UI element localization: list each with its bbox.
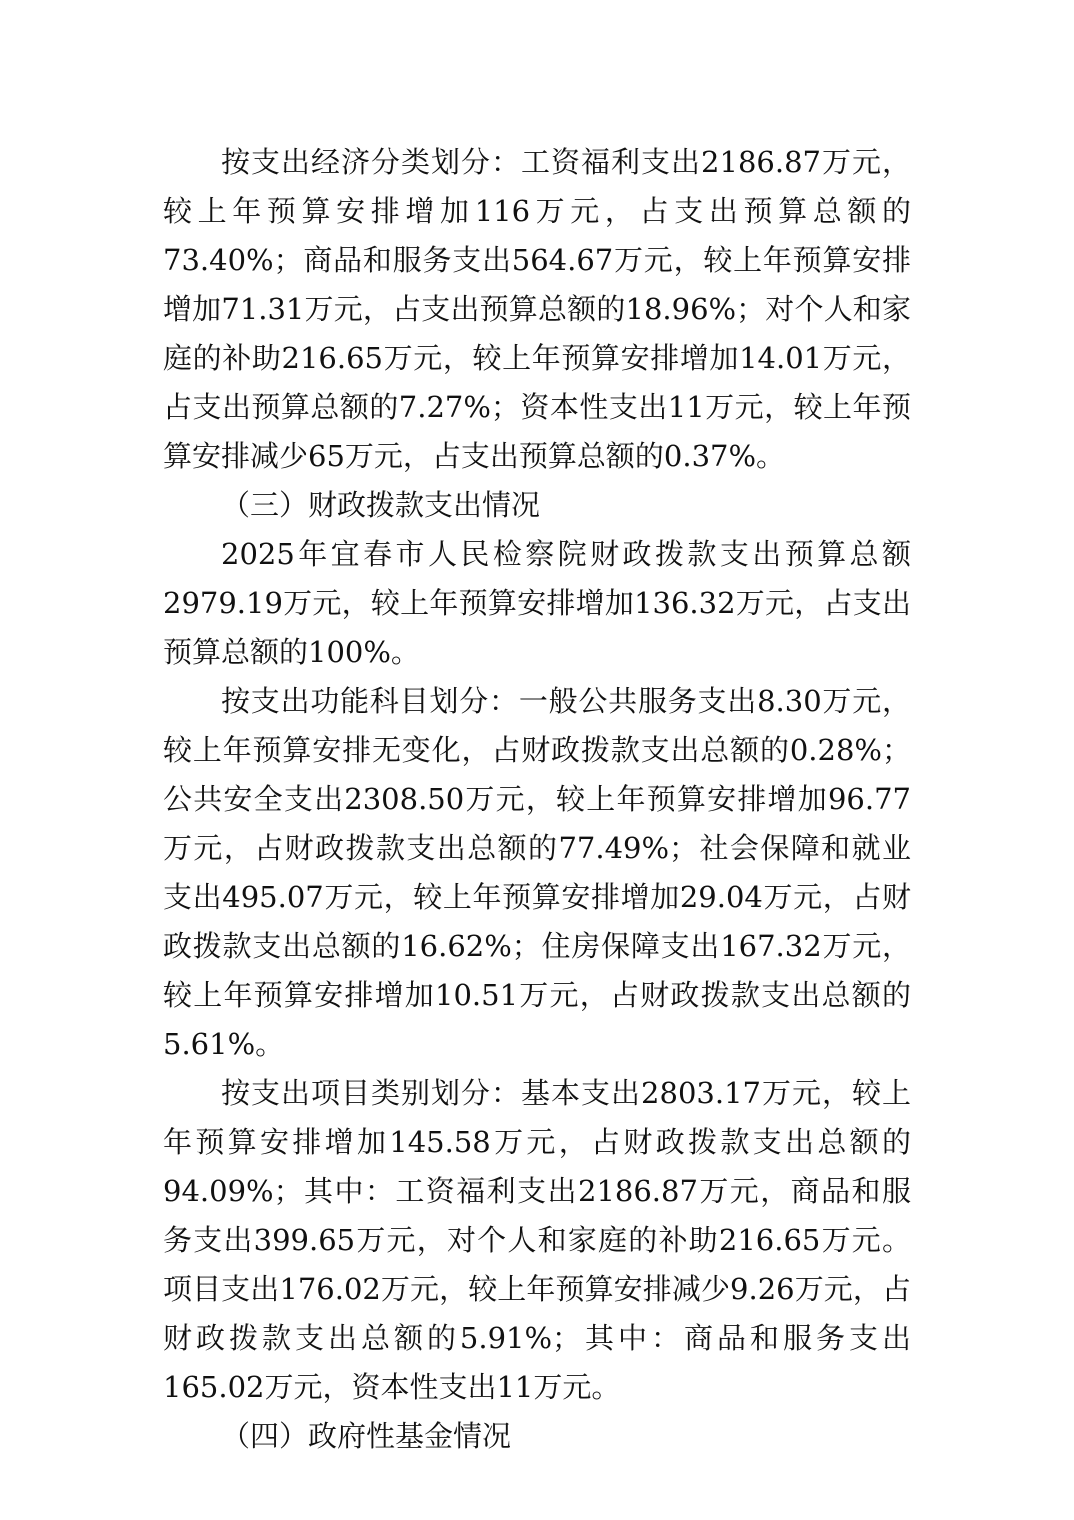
paragraph-project-category: 按支出项目类别划分：基本支出2803.17万元，较上年预算安排增加145.58万元，占财政拨款支出总额的94.09%；其中：工资福利支出2186.87万元，商品和服务支出399.65万元，对个人和家庭的补助216.65万元。项目支出176.02万元，较上年预算安排减少9.26万元，占财政拨款支出总额的5.91%；其中：商品和服务支出165.02万元，资本性支出11万元。	[163, 1076, 911, 1404]
paragraph-fiscal-total: 2025年宜春市人民检察院财政拨款支出预算总额2979.19万元，较上年预算安排增加136.32万元，占支出预算总额的100%。	[163, 537, 911, 669]
paragraph-functional-classification: 按支出功能科目划分：一般公共服务支出8.30万元，较上年预算安排无变化，占财政拨款支出总额的0.28%；公共安全支出2308.50万元，较上年预算安排增加96.77万元，占财政拨款支出总额的77.49%；社会保障和就业支出495.07万元，较上年预算安排增加29.04万元，占财政拨款支出总额的16.62%；住房保障支出167.32万元，较上年预算安排增加10.51万元，占财政拨款支出总额的5.61%。	[163, 684, 911, 1061]
section-heading-government-fund: （四）政府性基金情况	[221, 1419, 512, 1453]
section-heading-fiscal-expenditure: （三）财政拨款支出情况	[221, 488, 541, 522]
document-page	[163, 138, 911, 1461]
paragraph-economic-classification: 按支出经济分类划分：工资福利支出2186.87万元，较上年预算安排增加116万元，占支出预算总额的73.40%；商品和服务支出564.67万元，较上年预算安排增加71.31万元，占支出预算总额的18.96%；对个人和家庭的补助216.65万元，较上年预算安排增加14.01万元，占支出预算总额的7.27%；资本性支出11万元，较上年预算安排减少65万元，占支出预算总额的0.37%。	[163, 145, 911, 473]
